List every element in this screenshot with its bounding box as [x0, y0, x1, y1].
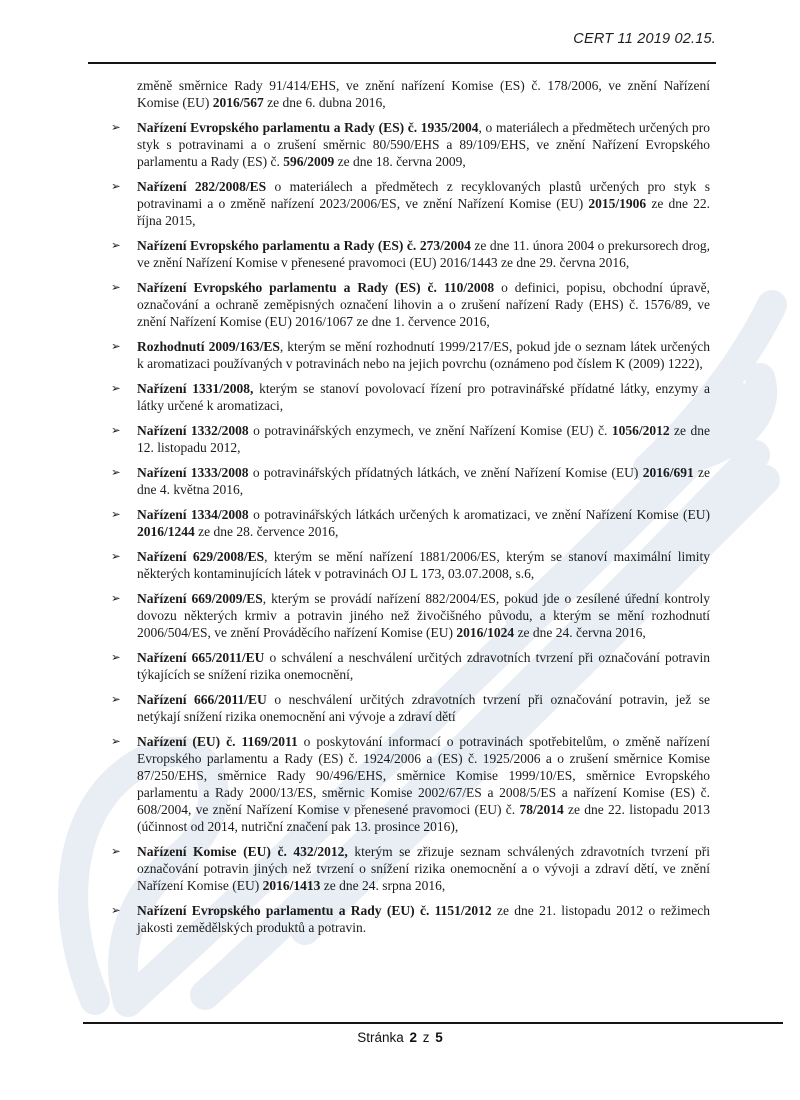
regulation-list: [111, 119, 711, 936]
list-item: [111, 843, 710, 894]
intro-paragraph: změně směrnice Rady 91/414/EHS, ve znění nařízení Komise (ES) č. 178/2006, ve znění Nařízení Komise (EU) 2016/567 ze dne 6. dubna 2016,: [137, 78, 710, 110]
list-item: [111, 422, 710, 456]
list-item: [111, 279, 710, 330]
list-item-text: Nařízení 282/2008/ES o materiálech a předmětech z recyklovaných plastů určených pro styk s potravinami a o změně nařízení 2023/2006/ES, ve znění Nařízení Komise (EU) 2015/1906 ze dne 22. října 2015,: [137, 179, 711, 228]
list-item-text: Nařízení 1333/2008 o potravinářských přídatných látkách, ve znění Nařízení Komise (EU) 2016/691 ze dne 4. května 2016,: [137, 465, 710, 497]
list-item-text: Rozhodnutí 2009/163/ES, kterým se mění rozhodnutí 1999/217/ES, pokud jde o seznam látek určených k aromatizaci používaných v potravinách nebo na jejich povrchu (oznámeno pod číslem K (2009) 1222),: [137, 339, 710, 371]
bullet-arrow-icon: ➢: [111, 650, 121, 664]
page-footer: [0, 1030, 800, 1045]
bullet-arrow-icon: ➢: [111, 549, 121, 563]
list-item: [111, 119, 710, 170]
list-item-text: Nařízení Evropského parlamentu a Rady (ES) č. 273/2004 ze dne 11. února 2004 o prekursorech drog, ve znění Nařízení Komise v přenesené pravomoci (EU) 2016/1443 ze dne 29. června 2016,: [137, 238, 710, 270]
bullet-arrow-icon: ➢: [111, 465, 121, 479]
bullet-arrow-icon: ➢: [111, 339, 121, 353]
bullet-arrow-icon: ➢: [111, 423, 121, 437]
header-rule: [88, 0, 716, 64]
list-item-text: Nařízení 1331/2008, kterým se stanoví povolovací řízení pro potravinářské přídatné látky, enzymy a látky určené k aromatizaci,: [137, 381, 710, 413]
list-item-text: Nařízení 629/2008/ES, kterým se mění nařízení 1881/2006/ES, kterým se stanoví maximální limity některých kontaminujících látek v potravinách OJ L 173, 03.07.2008, s.6,: [137, 549, 711, 581]
list-item-text: Nařízení 669/2009/ES, kterým se provádí nařízení 882/2004/ES, pokud jde o zesílené úřední kontroly dovozu některých krmiv a potravin jiného než živočišného původu, a kterým se mění rozhodnutí 2006/504/ES, ve znění Prováděcího nařízení Komise (EU) 2016/1024 ze dne 24. června 2016,: [137, 591, 711, 640]
bullet-arrow-icon: ➢: [111, 280, 121, 294]
document-body: [111, 77, 711, 936]
list-item-text: Nařízení 1334/2008 o potravinářských látkách určených k aromatizaci, ve znění Nařízení Komise (EU) 2016/1244 ze dne 28. července 2016,: [137, 507, 710, 539]
bullet-arrow-icon: ➢: [111, 179, 121, 193]
list-item: [111, 902, 710, 936]
bullet-arrow-icon: ➢: [111, 591, 121, 605]
bullet-arrow-icon: ➢: [111, 120, 121, 134]
footer-page-number: 2: [409, 1030, 417, 1045]
list-item-text: Nařízení 666/2011/EU o neschválení určitých zdravotních tvrzení při označování potravin, jež se netýkají snížení rizika onemocnění ani vývoje a zdraví dětí: [137, 692, 710, 724]
list-item-text: Nařízení Evropského parlamentu a Rady (EU) č. 1151/2012 ze dne 21. listopadu 2012 o režimech jakosti zemědělských produktů a potravin.: [137, 903, 710, 935]
list-item: [111, 733, 710, 835]
bullet-arrow-icon: ➢: [111, 507, 121, 521]
list-item: [111, 548, 711, 582]
list-item: [111, 464, 710, 498]
footer-total-pages: 5: [435, 1030, 443, 1045]
list-item: [111, 178, 711, 229]
bullet-arrow-icon: ➢: [111, 381, 121, 395]
footer-rule: [83, 1022, 783, 1024]
list-item-text: Nařízení 665/2011/EU o schválení a neschválení určitých zdravotních tvrzení při označování potravin týkajících se snížení rizika onemocnění,: [137, 650, 710, 682]
list-item: [111, 691, 710, 725]
list-item-text: Nařízení Komise (EU) č. 432/2012, kterým se zřizuje seznam schválených zdravotních tvrzení při označování potravin jiných než tvrzení o snížení rizika onemocnění a o vývoji a zdraví dětí, ve znění Nařízení Komise (EU) 2016/1413 ze dne 24. srpna 2016,: [137, 844, 710, 893]
bullet-arrow-icon: ➢: [111, 238, 121, 252]
bullet-arrow-icon: ➢: [111, 903, 121, 917]
document-code: CERT 11 2019 02.15.: [573, 31, 716, 47]
bullet-arrow-icon: ➢: [111, 844, 121, 858]
list-item-text: Nařízení Evropského parlamentu a Rady (ES) č. 110/2008 o definici, popisu, obchodní úpravě, označování a ochraně zeměpisných označení lihovin a o zrušení nařízení Rady (EHS) č. 1576/89, ve znění Nařízení Komise (EU) 2016/1067 ze dne 1. července 2016,: [137, 280, 710, 329]
footer-label: Stránka: [357, 1030, 404, 1045]
list-item: [111, 506, 710, 540]
list-item: [111, 380, 710, 414]
footer-of-word: z: [422, 1030, 430, 1045]
bullet-arrow-icon: ➢: [111, 692, 121, 706]
list-item: [111, 590, 711, 641]
list-item: [111, 237, 710, 271]
list-item-text: Nařízení (EU) č. 1169/2011 o poskytování informací o potravinách spotřebitelům, o změně nařízení Evropského parlamentu a Rady (ES) č. 1924/2006 a (ES) č. 1925/2006 a o zrušení směrnice Komise 87/250/EHS, směrnice Rady 90/496/EHS, směrnice Komise 1999/10/ES, směrnice Evropského parlamentu a Rady 2000/13/ES, směrnic Komise 2002/67/ES a 2008/5/ES a nařízení Komise (ES) č. 608/2004, ve znění Nařízení Komise v přenesené pravomoci (EU) č. 78/2014 ze dne 22. listopadu 2013 (účinnost od 2014, nutriční značení pak 13. prosince 2016),: [137, 734, 710, 834]
list-item-text: Nařízení Evropského parlamentu a Rady (ES) č. 1935/2004, o materiálech a předmětech určených pro styk s potravinami a o zrušení směrnic 80/590/EHS a 89/109/EHS, ve znění Nařízení Evropského parlamentu a Rady (ES) č. 596/2009 ze dne 18. června 2009,: [137, 120, 710, 169]
list-item: [111, 649, 710, 683]
list-item: [111, 338, 710, 372]
list-item-text: Nařízení 1332/2008 o potravinářských enzymech, ve znění Nařízení Komise (EU) č. 1056/2012 ze dne 12. listopadu 2012,: [137, 423, 710, 455]
bullet-arrow-icon: ➢: [111, 734, 121, 748]
